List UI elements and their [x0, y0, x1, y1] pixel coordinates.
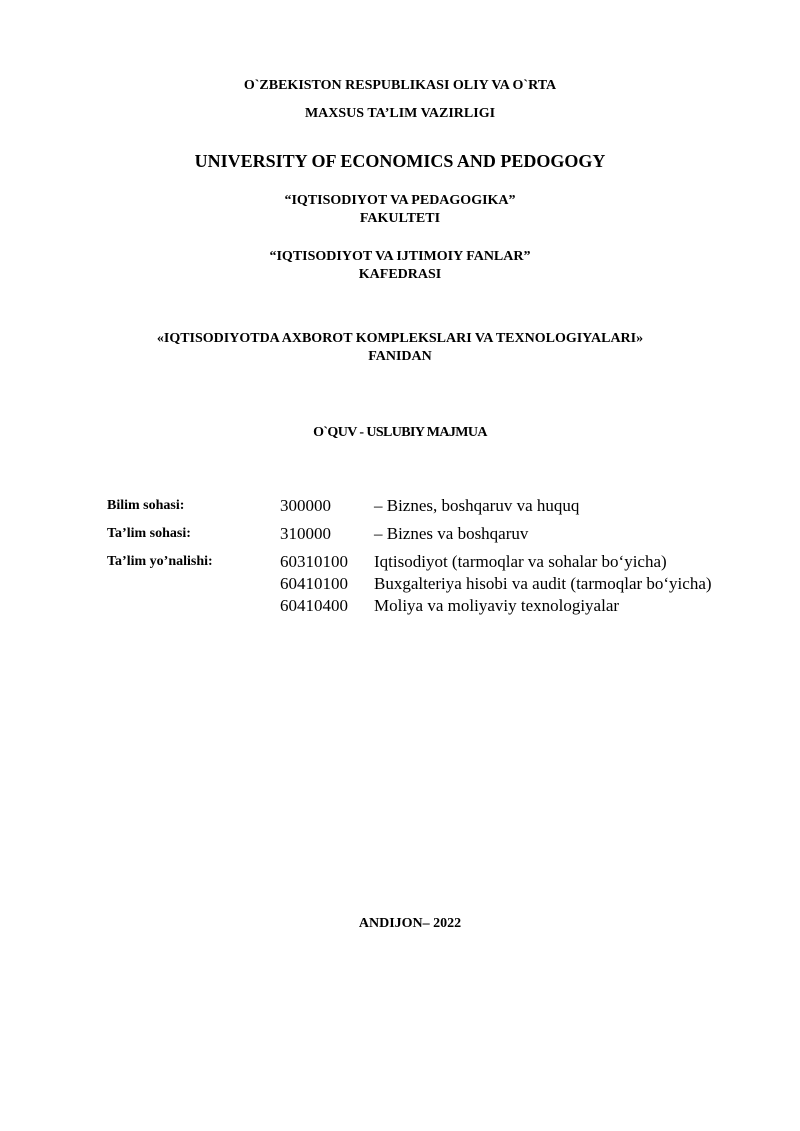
- entry-description: – Biznes va boshqaruv: [374, 524, 529, 543]
- ministry-line-1: O`ZBEKISTON RESPUBLIKASI OLIY VA O`RTA: [243, 78, 557, 93]
- entry-description: Iqtisodiyot (tarmoqlar va sohalar bo‘yicha): [374, 552, 667, 571]
- entry-code: 60410100: [280, 574, 348, 593]
- info-block: [107, 495, 727, 623]
- faculty-line-2: FAKULTETI: [359, 211, 441, 226]
- info-entry: [280, 495, 727, 517]
- department-line-1: “IQTISODIYOT VA IJTIMOIY FANLAR”: [269, 249, 531, 264]
- entry-code: 300000: [280, 496, 331, 515]
- document-type: O`QUV - USLUBIY MAJMUA: [313, 425, 487, 440]
- subject-line-2: FANIDAN: [368, 349, 432, 364]
- info-entry: [280, 595, 727, 617]
- ministry-line-2: MAXSUS TA’LIM VAZIRLIGI: [304, 106, 496, 121]
- entry-description: – Biznes, boshqaruv va huquq: [374, 496, 580, 515]
- entry-code: 60310100: [280, 552, 348, 571]
- info-entry: [280, 551, 727, 573]
- entry-description: Buxgalteriya hisobi va audit (tarmoqlar bo‘yicha): [374, 574, 712, 593]
- place-year: ANDIJON– 2022: [358, 916, 462, 931]
- info-row-yonalish: [107, 551, 727, 617]
- entry-code: 310000: [280, 524, 331, 543]
- entry-code: 60410400: [280, 596, 348, 615]
- university-name: UNIVERSITY OF ECONOMICS AND PEDOGOGY: [194, 151, 606, 171]
- info-label: Bilim sohasi:: [107, 498, 185, 513]
- info-row-talim: [107, 523, 727, 545]
- info-row-bilim: [107, 495, 727, 517]
- faculty-line-1: “IQTISODIYOT VA PEDAGOGIKA”: [284, 193, 516, 208]
- entry-description: Moliya va moliyaviy texnologiyalar: [374, 596, 620, 615]
- info-entry: [280, 573, 727, 595]
- info-label: Ta’lim sohasi:: [107, 526, 191, 541]
- subject-line-1: «IQTISODIYOTDA AXBOROT KOMPLEKSLARI VA TEXNOLOGIYALARI»: [156, 331, 644, 346]
- info-label: Ta’lim yo’nalishi:: [107, 554, 213, 569]
- department-line-2: KAFEDRASI: [358, 267, 442, 282]
- info-entry: [280, 523, 727, 545]
